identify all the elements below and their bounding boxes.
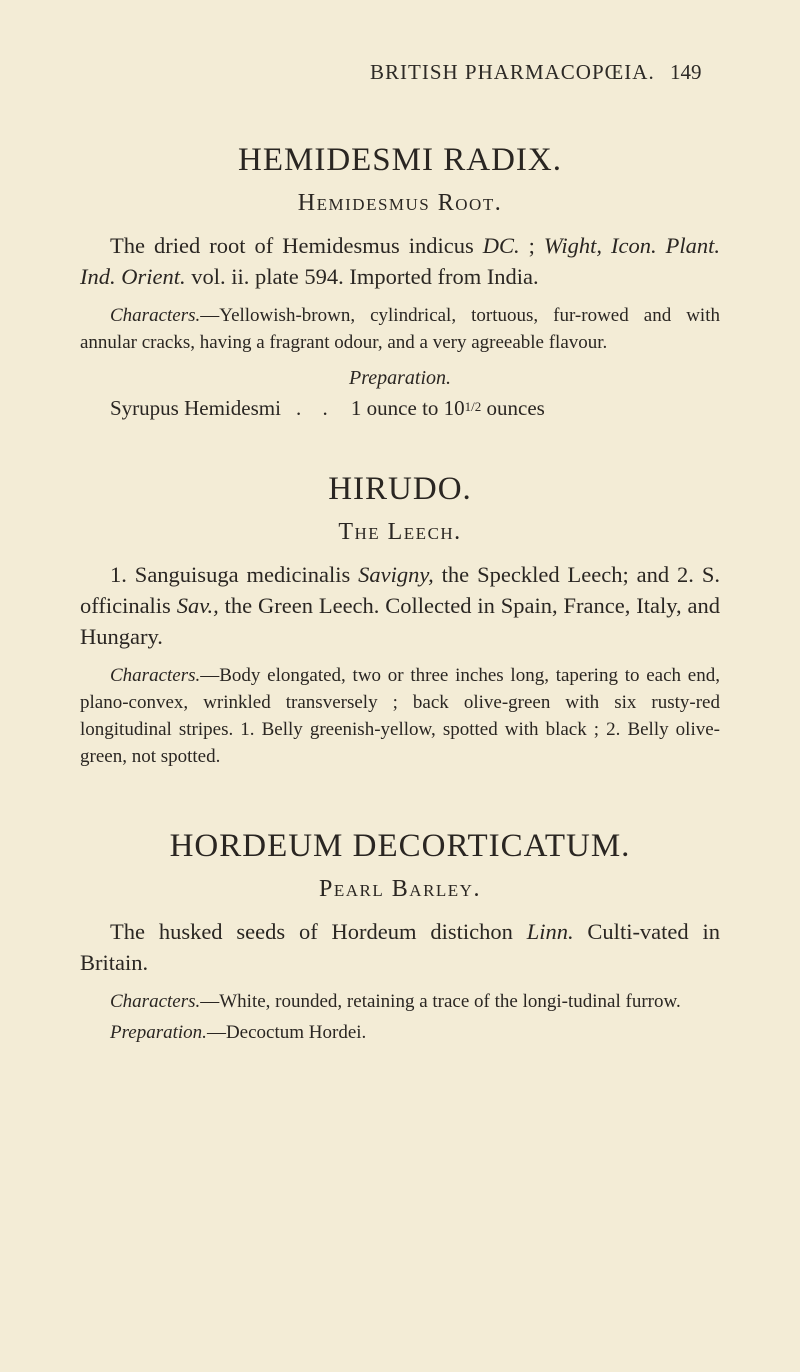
authority: Sav.,	[176, 593, 219, 618]
characters-text: —Body elongated, two or three inches long, tapering to each end, plano-convex, wrinkled transversely ; back olive-green with six rusty-red longitudinal stripes. 1. Belly greenish-yellow, spotted with black ; 2. Belly olive-green, not spotted.	[80, 665, 720, 767]
preparation-row	[80, 392, 720, 423]
description-paragraph	[80, 916, 720, 978]
preparation-label: Preparation.	[110, 1022, 207, 1043]
section-title: HORDEUM DECORTICATUM.	[169, 828, 631, 864]
section-title: HIRUDO.	[328, 471, 472, 507]
characters-label: Characters.	[110, 991, 201, 1012]
authority: Linn.	[526, 919, 574, 944]
section-hirudo	[80, 469, 720, 770]
description-text: the Speckled Leech; and 2. S. officinalis	[80, 562, 721, 618]
description-text: The husked seeds of Hordeum distichon	[110, 919, 527, 944]
description-text: the Green Leech. Collected in Spain, France, Italy, and Hungary.	[80, 593, 720, 649]
section-subtitle: Pearl Barley.	[319, 876, 481, 902]
preparation-unit: ounces	[481, 396, 545, 420]
description-paragraph	[80, 559, 720, 652]
page-content	[80, 140, 720, 1046]
preparation-text: —Decoctum Hordei.	[206, 1022, 367, 1043]
page-number: 149	[670, 60, 702, 84]
preparation-heading: Preparation.	[348, 367, 452, 389]
preparation-amount: 1 ounce to 10	[350, 396, 465, 420]
section-subtitle: Hemidesmus Root.	[297, 190, 503, 216]
preparation-paragraph	[80, 1019, 720, 1046]
authority: Savigny,	[358, 562, 434, 587]
characters-text: —White, rounded, retaining a trace of the longi-tudinal furrow.	[200, 991, 681, 1012]
characters-paragraph	[80, 302, 720, 356]
separator: ;	[519, 233, 544, 258]
characters-paragraph	[80, 662, 720, 770]
section-hemidesmi-radix	[80, 140, 720, 423]
leader-dots: . .	[296, 396, 336, 420]
description-text: Culti-vated in Britain.	[80, 919, 720, 975]
reference: Wight, Icon. Plant. Ind. Orient.	[80, 233, 720, 289]
authority: DC.	[482, 233, 520, 258]
description-text: 1. Sanguisuga medicinalis	[110, 562, 359, 587]
description-paragraph	[80, 230, 720, 292]
section-hordeum-decorticatum	[80, 826, 720, 1046]
running-head: BRITISH PHARMACOPŒIA.	[370, 60, 655, 84]
section-title: HEMIDESMI RADIX.	[238, 142, 562, 178]
preparation-name: Syrupus Hemidesmi	[110, 396, 281, 420]
description-text: vol. ii. plate 594. Imported from India.	[185, 264, 539, 289]
section-subtitle: The Leech.	[338, 519, 462, 545]
fraction: 1/2	[464, 399, 482, 414]
characters-label: Characters.	[110, 665, 201, 686]
characters-label: Characters.	[110, 305, 201, 326]
description-text: The dried root of Hemidesmus indicus	[110, 233, 483, 258]
characters-text: —Yellowish-brown, cylindrical, tortuous, fur-rowed and with annular cracks, having a fragrant odour, and a very agreeable flavour.	[80, 305, 720, 353]
characters-paragraph	[80, 988, 720, 1015]
